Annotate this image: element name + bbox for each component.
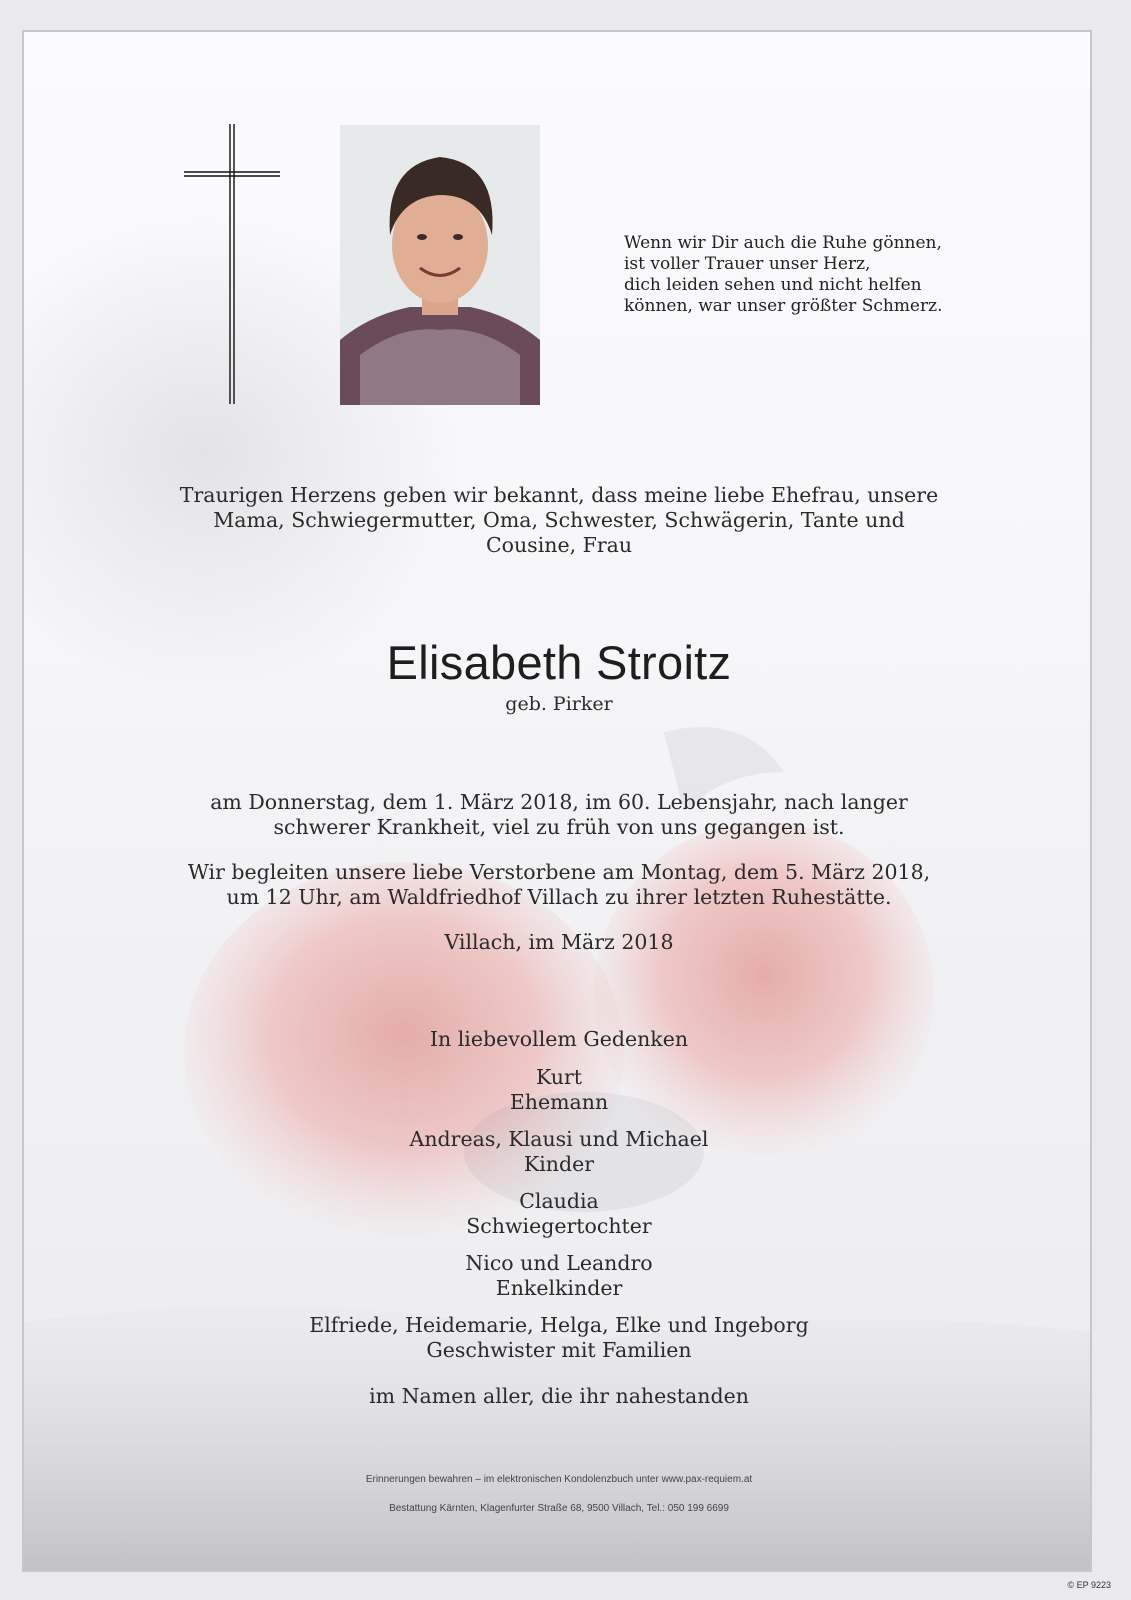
mourner-entry [24,1127,1092,1177]
mourner-names: Andreas, Klausi und Michael [409,1127,709,1151]
footer-condolence-line: Erinnerungen bewahren – im elektronischen Kondolenzbuch unter www.pax-requiem.at [365,1474,753,1485]
poem-verse [624,233,984,317]
deceased-name: Elisabeth Stroitz [386,636,732,689]
funeral-text [24,860,1092,910]
announcement-line: Traurigen Herzens geben wir bekannt, dass meine liebe Ehefrau, unsere [179,483,939,507]
mourner-entry [24,1251,1092,1301]
passing-line: am Donnerstag, dem 1. März 2018, im 60. Lebensjahr, nach langer [210,790,908,814]
announcement-line: Mama, Schwiegermutter, Oma, Schwester, Schwägerin, Tante und [213,508,905,532]
obituary-card [22,30,1092,1572]
mourner-names: Claudia [519,1189,599,1213]
maiden-name: geb. Pirker [505,693,613,715]
mourner-names: Elfriede, Heidemarie, Helga, Elke und Ingeborg [309,1313,809,1337]
mourner-relation: Enkelkinder [495,1276,623,1300]
mourners-list [24,1065,1092,1375]
memory-heading: In liebevollem Gedenken [429,1027,689,1051]
mourner-entry [24,1065,1092,1115]
mourner-names: Kurt [535,1065,583,1089]
poem-line: Wenn wir Dir auch die Ruhe gönnen, [624,233,942,253]
mourner-relation: Kinder [523,1152,595,1176]
poem-line: können, war unser größter Schmerz. [624,296,943,316]
mourner-relation: Ehemann [509,1090,609,1114]
poem-line: ist voller Trauer unser Herz, [624,254,871,274]
footer-address-line: Bestattung Kärnten, Klagenfurter Straße 68, 9500 Villach, Tel.: 050 199 6699 [389,1503,729,1514]
mourner-entry [24,1189,1092,1239]
mourner-names: Nico und Leandro [465,1251,653,1275]
announcement-line: Cousine, Frau [485,533,633,557]
mourner-relation: Geschwister mit Familien [426,1338,692,1362]
portrait-photo [340,125,540,405]
announcement-text [24,483,1092,558]
document-reference: © EP 9223 [1067,1580,1111,1590]
passing-text [24,790,1092,840]
passing-line: schwerer Krankheit, viel zu früh von uns gegangen ist. [273,815,845,839]
poem-line: dich leiden sehen und nicht helfen [624,275,922,295]
closing-line: im Namen aller, die ihr nahestanden [369,1384,749,1408]
mourner-relation: Schwiegertochter [466,1214,652,1238]
funeral-line: um 12 Uhr, am Waldfriedhof Villach zu ihrer letzten Ruhestätte. [226,885,892,909]
funeral-line: Wir begleiten unsere liebe Verstorbene am Montag, dem 5. März 2018, [187,860,931,884]
place-date: Villach, im März 2018 [444,930,674,954]
latin-cross-icon [184,124,284,414]
mourner-entry [24,1313,1092,1363]
